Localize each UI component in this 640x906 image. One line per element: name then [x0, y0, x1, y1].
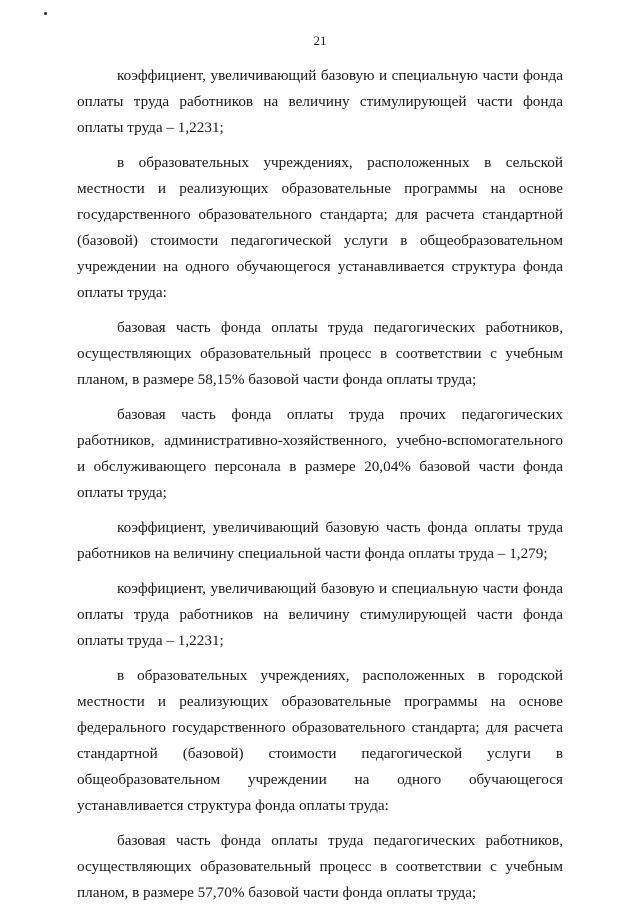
paragraph-rural-schools: в образовательных учреждениях, расположенных в сельской местности и реализующих образовательные программы на основе государственного образовательного стандарта; для расчета стандартной (базовой) стоимости педагогической услуги в общеобразовательном учреждении на одного обучающегося устанавливается структура фонда оплаты труда: [77, 154, 563, 301]
paragraph-coefficient-stimulating-1: коэффициент, увеличивающий базовую и специальную части фонда оплаты труда работников на величину стимулирующей части фонда оплаты труда – 1,2231; [77, 67, 563, 136]
paragraph-coefficient-special: коэффициент, увеличивающий базовую часть фонда оплаты труда работников на величину специальной части фонда оплаты труда – 1,279; [77, 519, 563, 562]
scan-artifact-dot [44, 12, 47, 15]
page-number: 21 [313, 33, 327, 48]
paragraph-base-other-staff: базовая часть фонда оплаты труда прочих педагогических работников, административно-хозяйственного, учебно-вспомогательного и обслуживающего персонала в размере 20,04% базовой части фонда оплаты труда; [77, 406, 563, 501]
paragraph-base-teachers-urban: базовая часть фонда оплаты труда педагогических работников, осуществляющих образовательный процесс в соответствии с учебным планом, в размере 57,70% базовой части фонда оплаты труда; [77, 832, 563, 901]
document-body [77, 63, 563, 906]
paragraph-base-teachers-rural: базовая часть фонда оплаты труда педагогических работников, осуществляющих образовательный процесс в соответствии с учебным планом, в размере 58,15% базовой части фонда оплаты труда; [77, 319, 563, 388]
paragraph-coefficient-stimulating-2: коэффициент, увеличивающий базовую и специальную части фонда оплаты труда работников на величину стимулирующей части фонда оплаты труда – 1,2231; [77, 580, 563, 649]
paragraph-urban-schools: в образовательных учреждениях, расположенных в городской местности и реализующих образовательные программы на основе федерального государственного образовательного стандарта; для расчета стандартной (базовой) стоимости педагогической услуги в общеобразовательном учреждении на одного обучающегося устанавливается структура фонда оплаты труда: [77, 667, 563, 814]
